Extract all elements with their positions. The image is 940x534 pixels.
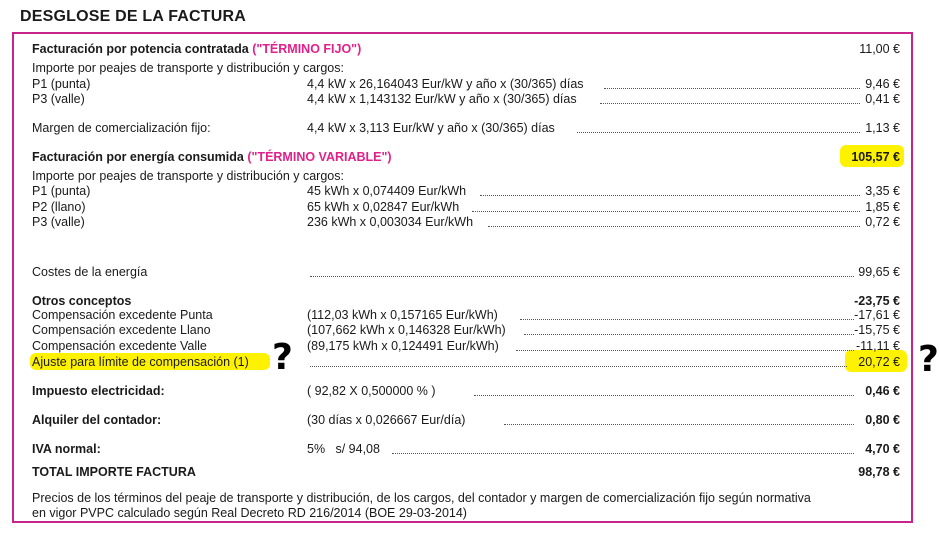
variable-peajes-label: Importe por peajes de transporte y distribución y cargos:	[32, 169, 344, 183]
line-amount: 0,80 €	[865, 413, 900, 427]
fijo-heading: Facturación por potencia contratada	[32, 42, 249, 56]
otros-heading: Otros conceptos	[32, 294, 132, 308]
fijo-line-p1	[32, 76, 902, 92]
fijo-heading-row	[32, 41, 902, 57]
line-amount: 0,41 €	[865, 92, 900, 106]
iva-row	[32, 441, 902, 457]
line-amount: 3,35 €	[865, 184, 900, 198]
line-calc: 4,4 kW x 3,113 Eur/kW y año x (30/365) días	[307, 121, 555, 135]
leader-dots	[480, 195, 860, 196]
line-calc: 4,4 kW x 26,164043 Eur/kW y año x (30/365) días	[307, 77, 584, 91]
variable-peajes-row	[32, 168, 902, 184]
line-amount: -11,11 €	[855, 339, 900, 353]
line-calc: 65 kWh x 0,02847 Eur/kWh	[307, 200, 460, 214]
line-label: P1 (punta)	[32, 77, 91, 91]
line-label: Costes de la energía	[32, 265, 148, 279]
line-label: Margen de comercialización fijo:	[32, 121, 211, 135]
line-amount: 9,46 €	[865, 77, 900, 91]
ajuste-amount: 20,72 €	[858, 355, 900, 369]
line-calc: 5% s/ 94,08	[307, 442, 380, 456]
line-amount: -17,61 €	[854, 308, 900, 322]
line-label: Impuesto electricidad:	[32, 384, 165, 398]
alquiler-row	[32, 412, 902, 428]
line-calc: (89,175 kWh x 0,124491 Eur/kWh)	[307, 339, 499, 353]
leader-dots	[474, 395, 854, 396]
otros-total: -23,75 €	[854, 294, 900, 308]
variable-heading: Facturación por energía consumida	[32, 150, 244, 164]
otros-ajuste-row	[32, 354, 902, 370]
leader-dots	[600, 103, 860, 104]
line-amount: 0,72 €	[865, 215, 900, 229]
fijo-peajes-row	[32, 60, 902, 76]
total-amount: 98,78 €	[858, 465, 900, 479]
line-calc: 4,4 kW x 1,143132 Eur/kW y año x (30/365) días	[307, 92, 577, 106]
line-calc: (30 días x 0,026667 Eur/día)	[307, 413, 466, 427]
line-label: Compensación excedente Valle	[32, 339, 207, 353]
leader-dots	[504, 424, 854, 425]
leader-dots	[516, 350, 854, 351]
otros-line-llano	[32, 322, 902, 338]
leader-dots	[524, 334, 854, 335]
variable-line-p2	[32, 199, 902, 215]
variable-line-p1	[32, 183, 902, 199]
fijo-tag: ("TÉRMINO FIJO")	[252, 42, 362, 56]
line-amount: -15,75 €	[854, 323, 900, 337]
total-label: TOTAL IMPORTE FACTURA	[32, 465, 196, 479]
line-calc: 236 kWh x 0,003034 Eur/kWh	[307, 215, 474, 229]
question-mark-annotation: ?	[918, 339, 939, 380]
line-calc: ( 92,82 X 0,500000 % )	[307, 384, 436, 398]
leader-dots	[310, 366, 847, 367]
line-calc: (107,662 kWh x 0,146328 Eur/kWh)	[307, 323, 506, 337]
fijo-total: 11,00 €	[859, 42, 900, 56]
line-label: P3 (valle)	[32, 92, 85, 106]
line-label: P1 (punta)	[32, 184, 91, 198]
line-amount: 4,70 €	[865, 442, 900, 456]
leader-dots	[488, 226, 860, 227]
variable-heading-row	[32, 149, 902, 165]
line-label: Alquiler del contador:	[32, 413, 162, 427]
otros-line-valle	[32, 338, 902, 354]
line-amount: 1,85 €	[865, 200, 900, 214]
otros-line-punta	[32, 307, 902, 323]
leader-dots	[472, 211, 860, 212]
total-row	[32, 464, 902, 480]
line-label: P3 (valle)	[32, 215, 85, 229]
line-amount: 99,65 €	[858, 265, 900, 279]
line-calc: 45 kWh x 0,074409 Eur/kWh	[307, 184, 467, 198]
line-label: Compensación excedente Punta	[32, 308, 213, 322]
ajuste-label: Ajuste para límite de compensación (1)	[32, 355, 249, 369]
line-label: P2 (llano)	[32, 200, 86, 214]
impuesto-row	[32, 383, 902, 399]
variable-total: 105,57 €	[851, 150, 900, 164]
fijo-line-p3	[32, 91, 902, 107]
footnote-line-1: Precios de los términos del peaje de transporte y distribución, de los cargos, del contador y margen de comercialización fijo según normativa	[32, 491, 811, 505]
line-label: Compensación excedente Llano	[32, 323, 211, 337]
line-amount: 0,46 €	[865, 384, 900, 398]
line-amount: 1,13 €	[865, 121, 900, 135]
leader-dots	[604, 88, 860, 89]
question-mark-annotation: ?	[272, 337, 293, 378]
variable-line-p3	[32, 214, 902, 230]
invoice-breakdown-title: DESGLOSE DE LA FACTURA	[20, 8, 247, 25]
footnote-line-2: en vigor PVPC calculado según Real Decreto RD 216/2014 (BOE 29-03-2014)	[32, 506, 467, 520]
line-label: IVA normal:	[32, 442, 101, 456]
leader-dots	[310, 276, 854, 277]
leader-dots	[577, 132, 860, 133]
leader-dots	[392, 453, 854, 454]
fijo-margen-row	[32, 120, 902, 136]
line-calc: (112,03 kWh x 0,157165 Eur/kWh)	[307, 308, 498, 322]
energia-row	[32, 264, 902, 280]
fijo-peajes-label: Importe por peajes de transporte y distribución y cargos:	[32, 61, 344, 75]
variable-tag: ("TÉRMINO VARIABLE")	[247, 150, 392, 164]
leader-dots	[520, 319, 854, 320]
